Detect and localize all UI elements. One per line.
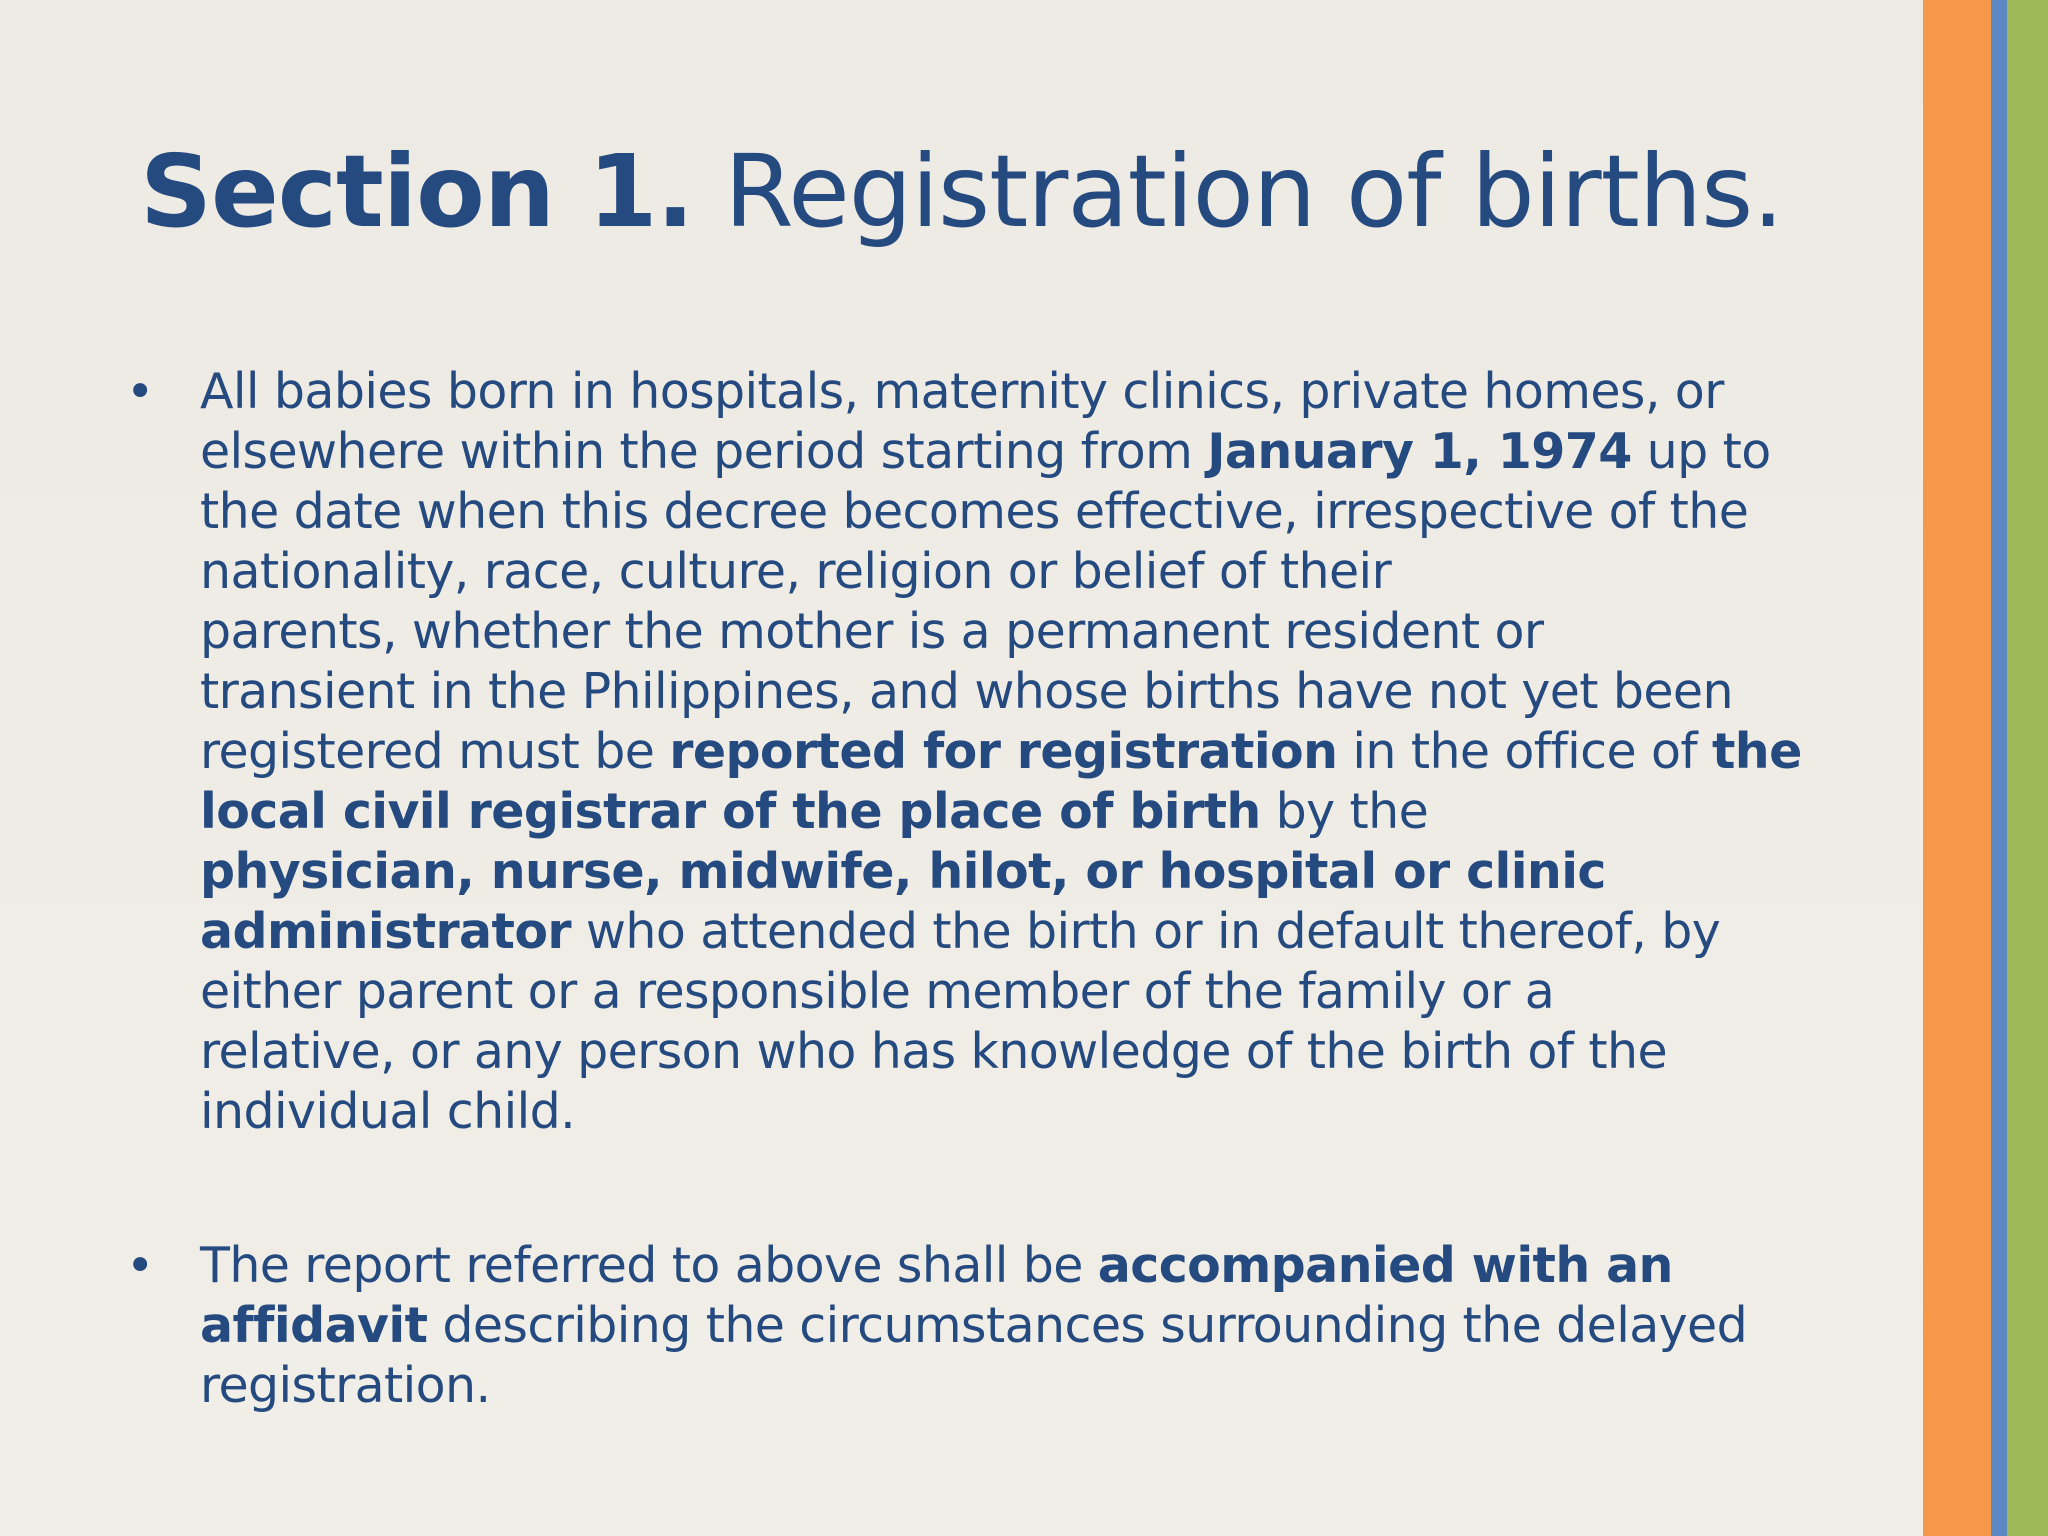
text-run: elsewhere within the period starting from [200,423,1208,480]
bold-text-run: administrator [200,903,571,960]
bullet-item [120,1236,1900,1416]
text-run: transient in the Philippines, and whose births have not yet been [200,663,1733,720]
text-run: describing the circumstances surrounding the delayed [427,1297,1748,1354]
bold-text-run: physician, nurse, midwife, hilot, or hospital or clinic [200,843,1606,900]
bold-text-run: January 1, 1974 [1207,423,1632,480]
text-run: The report referred to above shall be [200,1237,1098,1294]
text-run: registration. [200,1357,491,1414]
text-run: by the [1260,783,1429,840]
text-line [200,722,1900,782]
bullet-dot-icon: • [126,1238,155,1294]
text-run: the date when this decree becomes effective, irrespective of the [200,483,1749,540]
text-run: nationality, race, culture, religion or belief of their [200,543,1392,600]
text-line [200,842,1900,902]
text-run: who attended the birth or in default thereof, by [570,903,1721,960]
slide-title [0,132,1923,252]
text-run: in the office of [1337,723,1712,780]
bullet-text [200,1236,1900,1416]
text-run: up to [1631,423,1771,480]
text-run: individual child. [200,1083,576,1140]
text-run: All babies born in hospitals, maternity clinics, private homes, or [200,363,1724,420]
text-line [200,482,1900,542]
text-line [200,1236,1900,1296]
text-run: either parent or a responsible member of the family or a [200,963,1555,1020]
blue-accent-stripe [1991,0,2007,1536]
text-run: parents, whether the mother is a permanent resident or [200,603,1544,660]
text-line [200,1356,1900,1416]
text-run: registered must be [200,723,670,780]
text-line [200,1022,1900,1082]
green-accent-stripe [2007,0,2048,1536]
text-line [200,422,1900,482]
text-line [200,542,1900,602]
text-line [200,782,1900,842]
text-line [200,602,1900,662]
bold-text-run: accompanied with an [1097,1237,1673,1294]
text-line [200,362,1900,422]
text-line [200,662,1900,722]
bold-text-run: reported for registration [669,723,1338,780]
orange-accent-stripe [1923,0,1991,1536]
text-line [200,1082,1900,1142]
text-line [200,1296,1900,1356]
text-run: relative, or any person who has knowledge of the birth of the [200,1023,1668,1080]
bold-text-run: affidavit [200,1297,428,1354]
text-line [200,962,1900,1022]
bold-text-run: local civil registrar of the place of birth [200,783,1261,840]
slide-title-bold: Section 1. [139,133,694,250]
bold-text-run: the [1711,723,1802,780]
slide-title-rest: Registration of births. [693,133,1784,250]
bullet-dot-icon: • [126,364,155,420]
bullet-item [120,362,1900,1142]
text-line [200,902,1900,962]
bullet-text [200,362,1900,1142]
